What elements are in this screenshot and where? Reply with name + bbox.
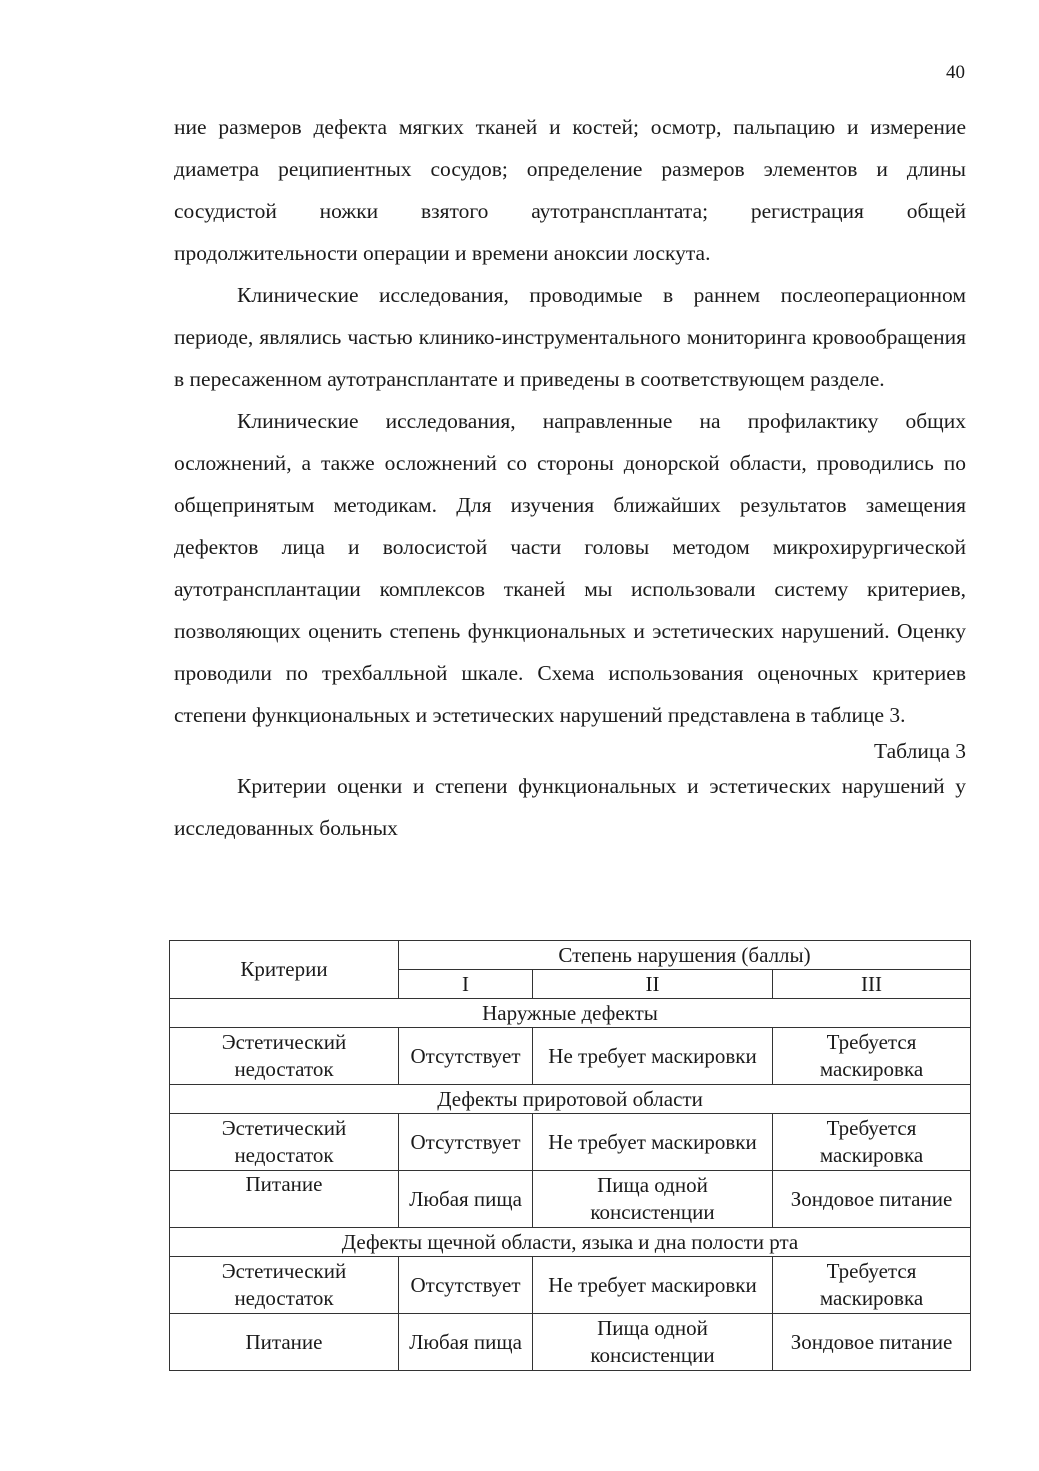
header-degree-group: Степень нарушения (баллы) [399,941,971,970]
table-caption: Критерии оценки и степени функциональных и эстетических нарушений у исследованных больных [174,774,966,840]
degree-1-cell: Любая пища [399,1314,533,1371]
degree-2-cell: Пища одной консистенции [533,1171,773,1228]
paragraph-3: Клинические исследования, направленные на профилактику общих осложнений, а также осложнений со стороны донорской области, проводились по общепринятым методикам. Для изучения ближайших результатов замещения дефектов лица и волосистой части головы методом микрохирургической аутотрансплантации комплексов тканей мы использовали систему критериев, позволяющих оценить степень функциональных и эстетических нарушений. Оценку проводили по трехбалльной шкале. Схема использования оценочных критериев степени функциональных и эстетических нарушений представлена в таблице 3. [174,409,966,727]
degree-3-cell: Зондовое питание [773,1171,971,1228]
degree-3-cell: Требуется маскировка [773,1114,971,1171]
degree-2-cell: Не требует маскировки [533,1114,773,1171]
table-row [170,1314,971,1371]
header-criteria: Критерии [170,941,399,999]
criterion-cell: Эстетический недостаток [170,1028,399,1085]
section-title: Дефекты приротовой области [170,1085,971,1114]
header-degree-2: II [533,970,773,999]
page-number: 40 [946,62,965,83]
degree-1-cell: Отсутствует [399,1114,533,1171]
table-row [170,1257,971,1314]
header-degree-1: I [399,970,533,999]
document-body [174,106,966,849]
degree-3-cell: Требуется маскировка [773,1257,971,1314]
criterion-cell: Питание [170,1171,399,1228]
section-title: Наружные дефекты [170,999,971,1028]
degree-3-cell: Требуется маскировка [773,1028,971,1085]
degree-2-cell: Не требует маскировки [533,1028,773,1085]
paragraph-1: ние размеров дефекта мягких тканей и костей; осмотр, пальпацию и измерение диаметра реципиентных сосудов; определение размеров элементов и длины сосудистой ножки взятого аутотрансплантата; регистрация общей продолжительности операции и времени аноксии лоскута. [174,115,966,265]
criterion-cell: Эстетический недостаток [170,1114,399,1171]
degree-1-cell: Отсутствует [399,1257,533,1314]
table-label: Таблица 3 [874,739,966,763]
header-degree-3: III [773,970,971,999]
criterion-cell: Питание [170,1314,399,1371]
degree-1-cell: Отсутствует [399,1028,533,1085]
degree-3-cell: Зондовое питание [773,1314,971,1371]
criterion-cell: Эстетический недостаток [170,1257,399,1314]
paragraph-2: Клинические исследования, проводимые в раннем послеоперационном периоде, являлись частью клинико-инструментального мониторинга кровообращения в пересаженном аутотрансплантате и приведены в соответствующем разделе. [174,283,966,391]
table-row [170,1028,971,1085]
degree-1-cell: Любая пища [399,1171,533,1228]
degree-2-cell: Не требует маскировки [533,1257,773,1314]
degree-2-cell: Пища одной консистенции [533,1314,773,1371]
section-title: Дефекты щечной области, языка и дна полости рта [170,1228,971,1257]
table-row [170,1171,971,1228]
table-row [170,1114,971,1171]
criteria-table [169,940,971,1371]
